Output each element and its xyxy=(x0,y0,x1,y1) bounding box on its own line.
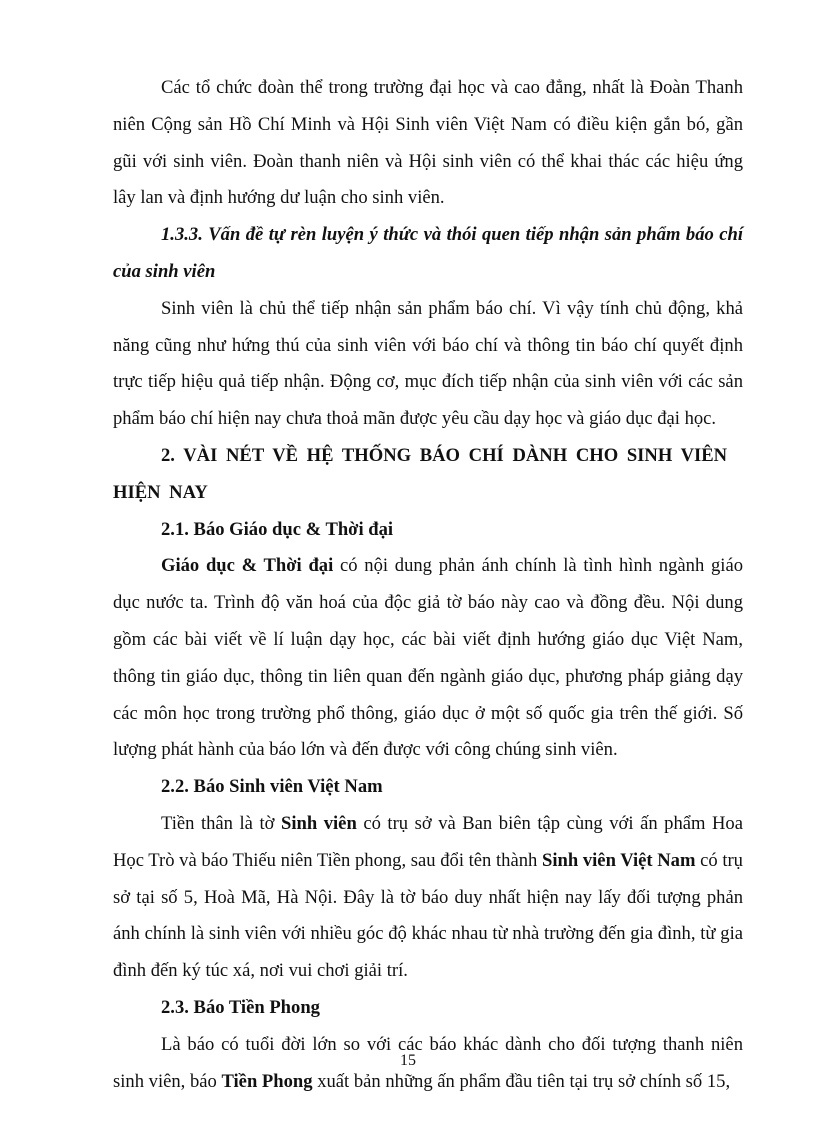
document-page xyxy=(113,70,743,1100)
section-heading-2 xyxy=(113,438,743,512)
paragraph-text: có nội dung phản ánh chính là tình hình ngành giáo dục nước ta. Trình độ văn hoá của độc giả tờ báo này cao và đồng đều. Nội dung gồm các bài viết về lí luận dạy học, các bài viết định hướng giáo dục Việt Nam, thông tin giáo dục, thông tin liên quan đến ngành giáo dục, phương pháp giảng dạy các môn học trong trường phổ thông, giáo dục ở một số quốc gia trên thế giới. Số lượng phát hành của báo lớn và đến được với công chúng sinh viên. xyxy=(113,555,743,761)
newspaper-name-giao-duc-thoi-dai: Giáo dục & Thời đại xyxy=(161,555,334,577)
paragraph-text: xuất bản những ấn phẩm đầu tiên tại trụ sở chính số 15, xyxy=(312,1070,731,1092)
paragraph-sinh-vien-viet-nam xyxy=(113,806,743,990)
paragraph-text: Là báo có tuổi đời lớn so với các báo khác dành cho đối tượng thanh niên sinh viên, báo xyxy=(113,1033,743,1092)
newspaper-name-tien-phong: Tiền Phong xyxy=(221,1070,313,1092)
section-heading-2-text: 2. VÀI NÉT VỀ HỆ THỐNG BÁO CHÍ DÀNH CHO SINH VIÊN HIỆN NAY xyxy=(113,444,728,503)
paragraph-giao-duc-thoi-dai xyxy=(113,548,743,769)
newspaper-name-sinh-vien: Sinh viên xyxy=(281,812,357,834)
paragraph-text: có trụ sở và Ban biên tập cùng với ấn phẩm Hoa Học Trò và báo Thiếu niên Tiền phong, sau đổi tên thành xyxy=(113,812,743,871)
section-heading-2-1: 2.1. Báo Giáo dục & Thời đại xyxy=(161,518,394,540)
paragraph-union-organizations: Các tổ chức đoàn thể trong trường đại học và cao đẳng, nhất là Đoàn Thanh niên Cộng sản Hồ Chí Minh và Hội Sinh viên Việt Nam có điều kiện gắn bó, gần gũi với sinh viên. Đoàn thanh niên và Hội sinh viên có thể khai thác các hiệu ứng lây lan và định hướng dư luận cho sinh viên. xyxy=(113,77,743,209)
section-heading-2-3: 2.3. Báo Tiền Phong xyxy=(161,996,320,1018)
newspaper-name-sinh-vien-viet-nam: Sinh viên Việt Nam xyxy=(542,849,696,871)
section-heading-1-3-3: 1.3.3. Vấn đề tự rèn luyện ý thức và thói quen tiếp nhận sản phẩm báo chí của sinh viên xyxy=(113,224,743,282)
paragraph-text: có trụ sở tại số 5, Hoà Mã, Hà Nội. Đây là tờ báo duy nhất hiện nay lấy đối tượng phản ánh chính là sinh viên với nhiều góc độ khác nhau từ nhà trường đến gia đình, từ gia đình đến ký túc xá, nơi vui chơi giải trí. xyxy=(113,849,743,982)
section-heading-2-2: 2.2. Báo Sinh viên Việt Nam xyxy=(161,776,383,798)
paragraph-student-reception: Sinh viên là chủ thể tiếp nhận sản phẩm báo chí. Vì vậy tính chủ động, khả năng cũng như hứng thú của sinh viên với báo chí và thông tin báo chí quyết định trực tiếp hiệu quả tiếp nhận. Động cơ, mục đích tiếp nhận của sinh viên với các sản phẩm báo chí hiện nay chưa thoả mãn được yêu cầu dạy học và giáo dục đại học. xyxy=(113,297,743,430)
page-number: 15 xyxy=(400,1052,416,1069)
paragraph-text: Tiền thân là tờ xyxy=(161,812,281,834)
